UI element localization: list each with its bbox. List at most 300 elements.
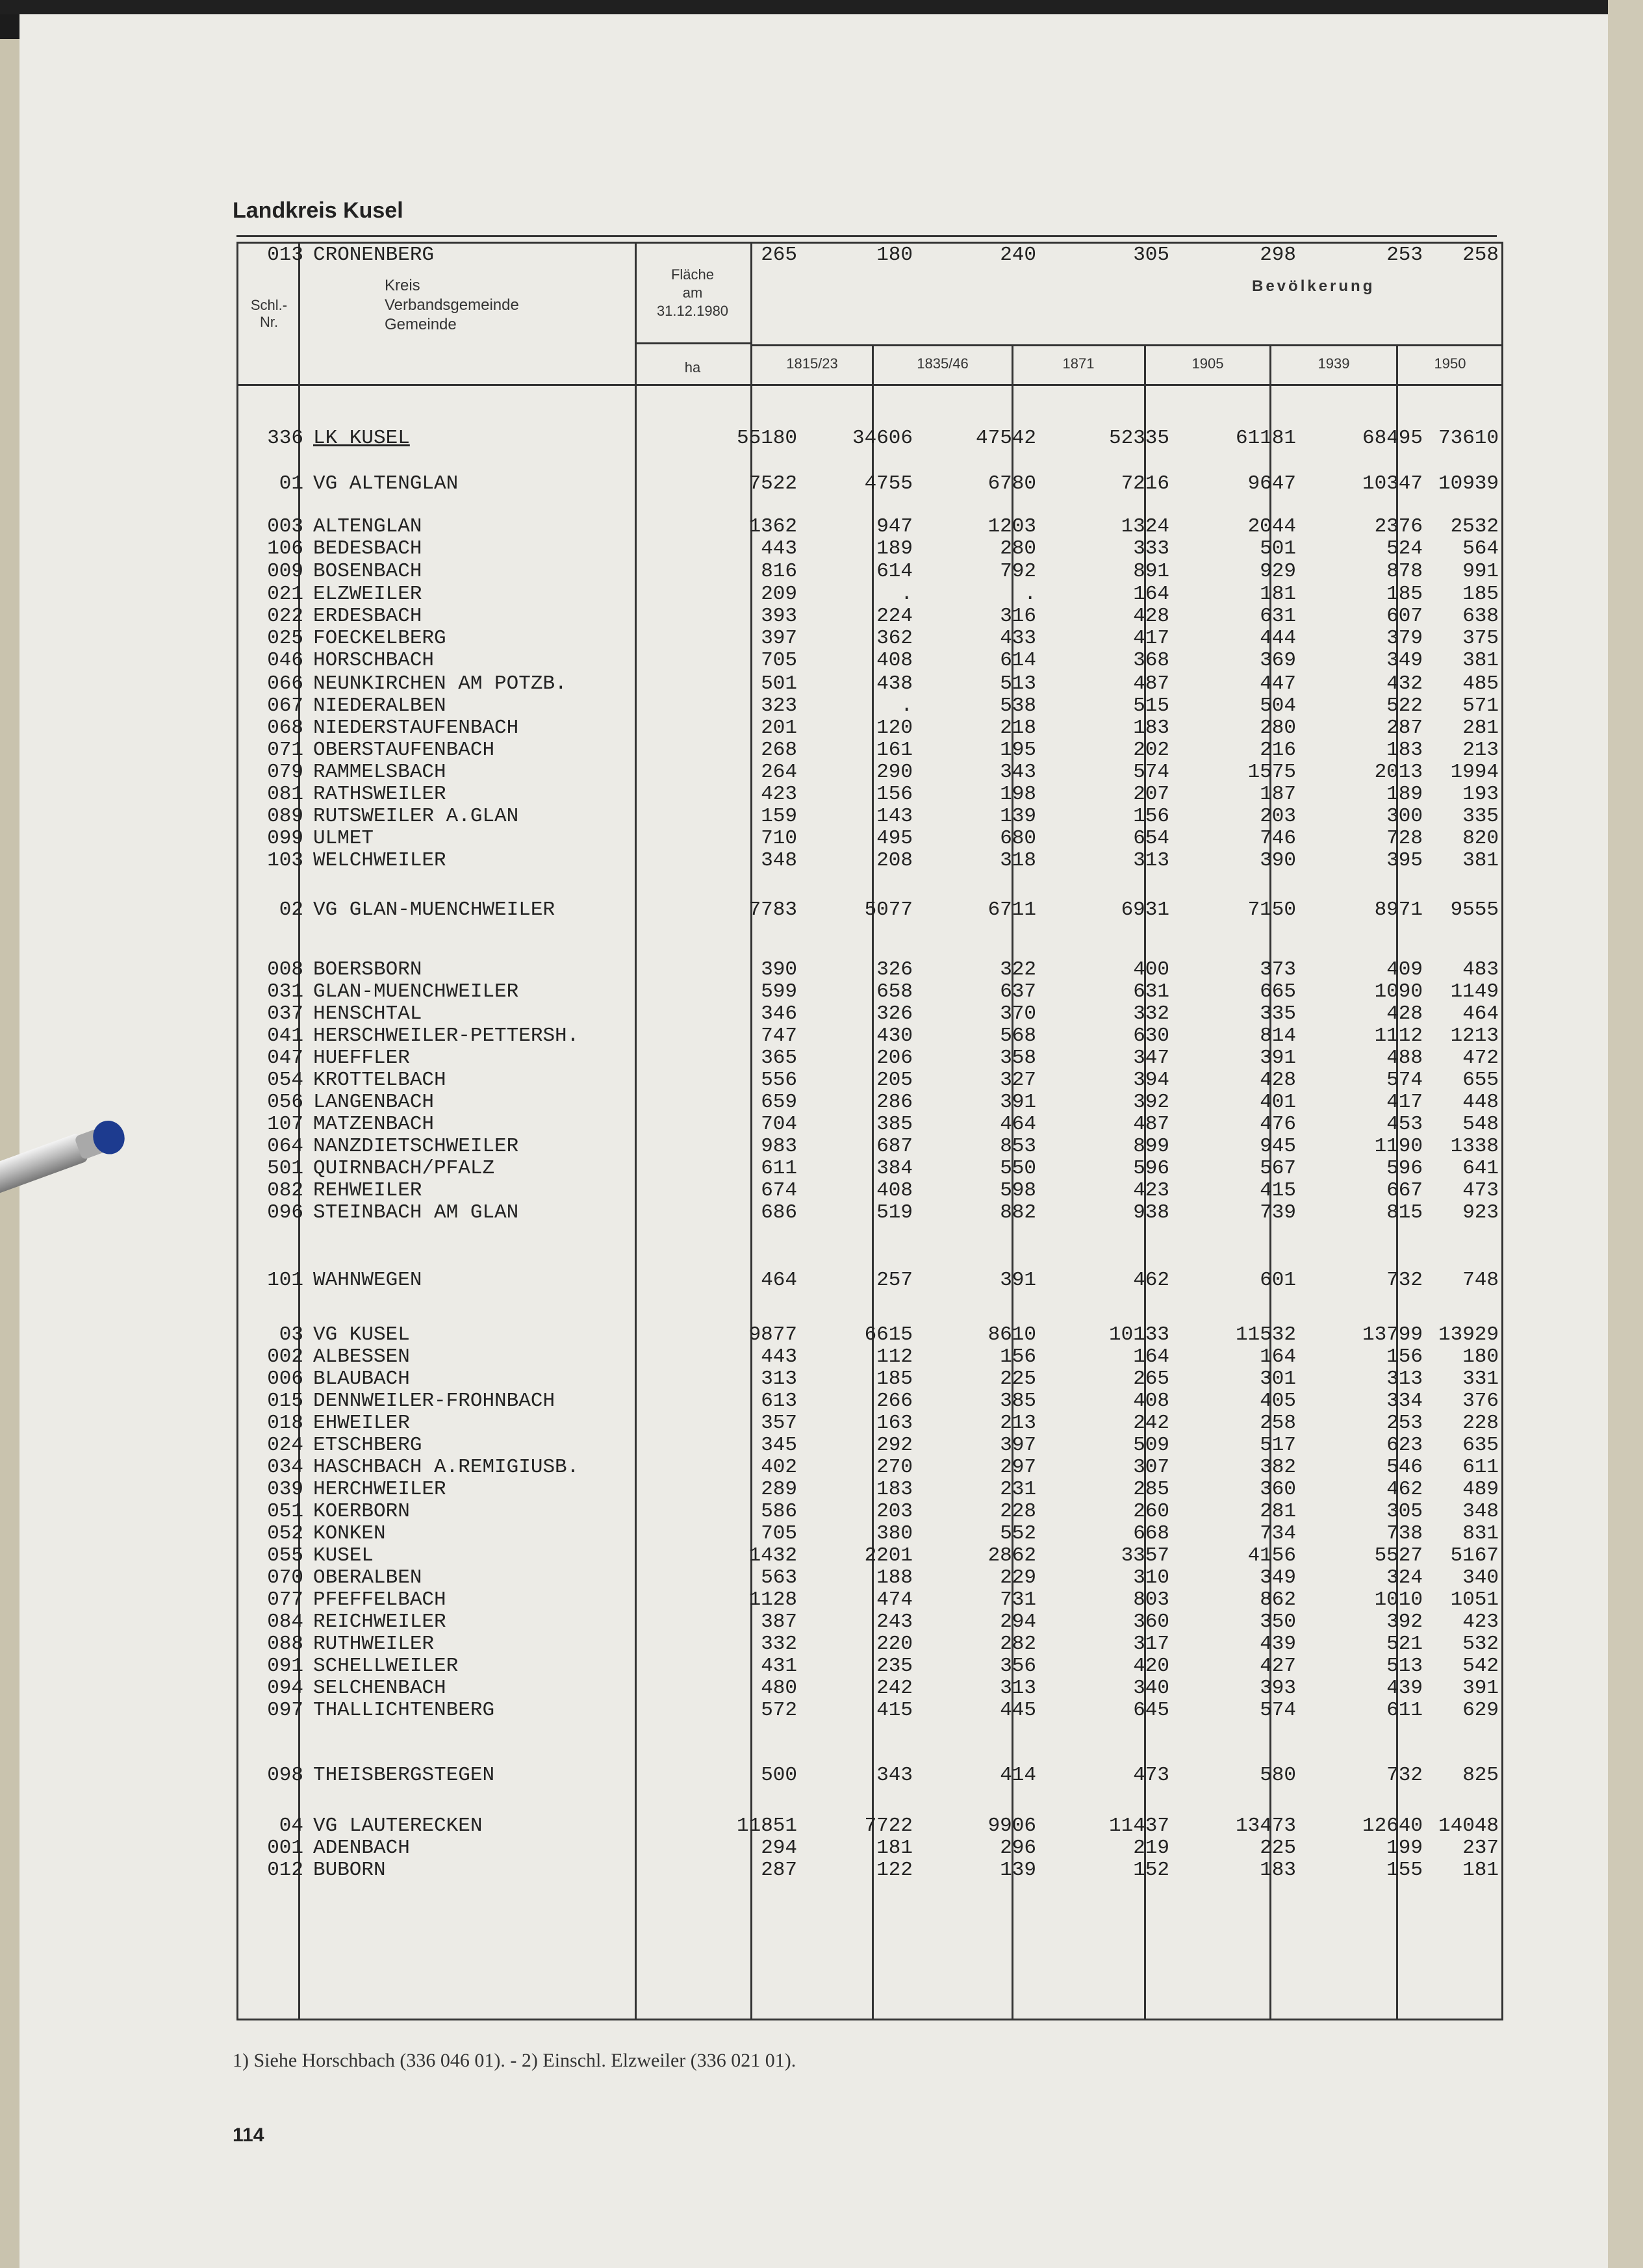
row-population-1835-46: 282 xyxy=(1000,1633,1036,1655)
row-area-ha: 402 xyxy=(761,1456,797,1479)
row-population-1950: 831 xyxy=(1462,1522,1499,1545)
row-population-1871: 668 xyxy=(1133,1522,1169,1545)
row-name: RATHSWEILER xyxy=(313,783,446,806)
row-population-1835-46: 2862 xyxy=(987,1544,1036,1567)
row-population-1905: 415 xyxy=(1260,1179,1296,1202)
row-population-1950: 489 xyxy=(1462,1478,1499,1501)
row-population-1815-23: 5077 xyxy=(864,898,913,921)
row-name: THEISBERGSTEGEN xyxy=(313,1764,495,1787)
row-population-1939: 253 xyxy=(1386,1412,1423,1434)
row-population-1835-46: 139 xyxy=(1000,1859,1036,1881)
row-population-1939: 253 xyxy=(1386,244,1423,266)
row-population-1939: 313 xyxy=(1386,1368,1423,1390)
row-population-1871: 313 xyxy=(1133,849,1169,872)
row-population-1835-46: 294 xyxy=(1000,1611,1036,1633)
row-population-1905: 390 xyxy=(1260,849,1296,872)
row-population-1835-46: 370 xyxy=(1000,1002,1036,1025)
gemeinde-row xyxy=(238,694,1505,718)
gemeinde-row xyxy=(238,783,1505,806)
row-population-1815-23: 380 xyxy=(876,1522,913,1545)
row-population-1835-46: 195 xyxy=(1000,739,1036,761)
row-code: 03 xyxy=(279,1323,303,1346)
page-title: Landkreis Kusel xyxy=(233,198,403,223)
row-population-1815-23: 947 xyxy=(876,515,913,538)
row-population-1871: 423 xyxy=(1133,1179,1169,1202)
landkreis-row xyxy=(238,427,1505,450)
row-area-ha: 346 xyxy=(761,1002,797,1025)
row-code: 070 xyxy=(267,1566,303,1589)
row-code: 008 xyxy=(267,958,303,981)
row-population-1939: 199 xyxy=(1386,1837,1423,1859)
row-population-1835-46: 614 xyxy=(1000,649,1036,672)
header-divider xyxy=(750,344,1503,346)
gemeinde-row xyxy=(238,1069,1505,1092)
row-population-1905: 225 xyxy=(1260,1837,1296,1859)
row-code: 056 xyxy=(267,1091,303,1114)
row-name: MATZENBACH xyxy=(313,1113,435,1136)
row-population-1815-23: 474 xyxy=(876,1588,913,1611)
row-population-1871: 340 xyxy=(1133,1677,1169,1700)
row-population-1871: 10133 xyxy=(1108,1323,1169,1346)
gemeinde-row xyxy=(238,1113,1505,1136)
row-population-1871: 307 xyxy=(1133,1456,1169,1479)
header-kreis-label: Kreis xyxy=(385,277,420,294)
row-population-1815-23: 519 xyxy=(876,1201,913,1224)
row-area-ha: 423 xyxy=(761,783,797,806)
row-population-1950: 641 xyxy=(1462,1157,1499,1180)
row-code: 024 xyxy=(267,1434,303,1457)
row-population-1871: 360 xyxy=(1133,1611,1169,1633)
row-area-ha: 464 xyxy=(761,1269,797,1292)
row-area-ha: 599 xyxy=(761,980,797,1003)
row-population-1835-46: 231 xyxy=(1000,1478,1036,1501)
row-population-1815-23: 687 xyxy=(876,1135,913,1158)
row-population-1939: 878 xyxy=(1386,560,1423,583)
row-name: ELZWEILER xyxy=(313,583,422,605)
row-population-1950: 464 xyxy=(1462,1002,1499,1025)
row-population-1835-46: 296 xyxy=(1000,1837,1036,1859)
row-population-1905: 574 xyxy=(1260,1699,1296,1722)
row-area-ha: 659 xyxy=(761,1091,797,1114)
row-code: 091 xyxy=(267,1655,303,1677)
row-population-1815-23: 292 xyxy=(876,1434,913,1457)
row-population-1905: 369 xyxy=(1260,649,1296,672)
row-population-1950: 376 xyxy=(1462,1390,1499,1412)
row-code: 018 xyxy=(267,1412,303,1434)
row-population-1905: 580 xyxy=(1260,1764,1296,1787)
row-population-1835-46: 637 xyxy=(1000,980,1036,1003)
row-population-1950: 564 xyxy=(1462,537,1499,560)
row-population-1815-23: 203 xyxy=(876,1500,913,1523)
row-population-1950: 281 xyxy=(1462,717,1499,739)
row-name: KONKEN xyxy=(313,1522,386,1545)
row-population-1950: 820 xyxy=(1462,827,1499,850)
row-code: 099 xyxy=(267,827,303,850)
row-population-1950: 9555 xyxy=(1450,898,1499,921)
row-code: 088 xyxy=(267,1633,303,1655)
row-population-1950: 542 xyxy=(1462,1655,1499,1677)
row-population-1835-46: 198 xyxy=(1000,783,1036,806)
row-name: HUEFFLER xyxy=(313,1047,410,1069)
row-population-1835-46: 598 xyxy=(1000,1179,1036,1202)
row-population-1939: 732 xyxy=(1386,1764,1423,1787)
row-population-1939: 300 xyxy=(1386,805,1423,828)
row-name: KUSEL xyxy=(313,1544,374,1567)
row-area-ha: 332 xyxy=(761,1633,797,1655)
row-code: 066 xyxy=(267,672,303,695)
row-population-1950: 237 xyxy=(1462,1837,1499,1859)
row-population-1871: 156 xyxy=(1133,805,1169,828)
row-code: 046 xyxy=(267,649,303,672)
row-population-1815-23: 206 xyxy=(876,1047,913,1069)
row-population-1815-23: 343 xyxy=(876,1764,913,1787)
row-area-ha: 501 xyxy=(761,672,797,695)
row-area-ha: 443 xyxy=(761,537,797,560)
row-population-1835-46: 1203 xyxy=(987,515,1036,538)
row-population-1871: 596 xyxy=(1133,1157,1169,1180)
row-population-1835-46: 391 xyxy=(1000,1091,1036,1114)
row-area-ha: 294 xyxy=(761,1837,797,1859)
row-population-1815-23: 4755 xyxy=(864,472,913,495)
row-area-ha: 264 xyxy=(761,761,797,784)
row-population-1950: 381 xyxy=(1462,849,1499,872)
row-population-1815-23: 143 xyxy=(876,805,913,828)
row-population-1815-23: 266 xyxy=(876,1390,913,1412)
row-population-1815-23: 286 xyxy=(876,1091,913,1114)
row-population-1939: 2376 xyxy=(1374,515,1423,538)
row-name: FOECKELBERG xyxy=(313,627,446,650)
row-code: 02 xyxy=(279,898,303,921)
row-population-1939: 185 xyxy=(1386,583,1423,605)
gemeinde-row xyxy=(238,1655,1505,1678)
row-population-1939: 513 xyxy=(1386,1655,1423,1677)
row-population-1939: 524 xyxy=(1386,537,1423,560)
row-population-1939: 392 xyxy=(1386,1611,1423,1633)
gemeinde-row xyxy=(238,649,1505,672)
row-population-1905: 439 xyxy=(1260,1633,1296,1655)
row-code: 037 xyxy=(267,1002,303,1025)
row-name: RUTSWEILER A.GLAN xyxy=(313,805,519,828)
row-population-1939: 522 xyxy=(1386,694,1423,717)
row-population-1835-46: 313 xyxy=(1000,1677,1036,1700)
row-area-ha: 1128 xyxy=(748,1588,797,1611)
row-name: ALBESSEN xyxy=(313,1345,410,1368)
row-population-1871: 152 xyxy=(1133,1859,1169,1881)
row-area-ha: 393 xyxy=(761,605,797,628)
header-year: 1939 xyxy=(1318,355,1350,372)
row-population-1939: 189 xyxy=(1386,783,1423,806)
row-population-1939: 417 xyxy=(1386,1091,1423,1114)
row-population-1815-23: 242 xyxy=(876,1677,913,1700)
row-name: SCHELLWEILER xyxy=(313,1655,459,1677)
row-population-1939: 2013 xyxy=(1374,761,1423,784)
row-population-1815-23: 495 xyxy=(876,827,913,850)
row-population-1939: 287 xyxy=(1386,717,1423,739)
page-number: 114 xyxy=(233,2124,264,2146)
row-population-1950: 825 xyxy=(1462,1764,1499,1787)
row-population-1835-46: 538 xyxy=(1000,694,1036,717)
row-population-1815-23: 257 xyxy=(876,1269,913,1292)
row-population-1835-46: 6780 xyxy=(987,472,1036,495)
gemeinde-row xyxy=(238,1412,1505,1435)
row-name: HENSCHTAL xyxy=(313,1002,422,1025)
row-area-ha: 431 xyxy=(761,1655,797,1677)
row-population-1871: 515 xyxy=(1133,694,1169,717)
row-population-1950: 258 xyxy=(1462,244,1499,266)
row-population-1905: 281 xyxy=(1260,1500,1296,1523)
row-area-ha: 345 xyxy=(761,1434,797,1457)
row-code: 012 xyxy=(267,1859,303,1881)
row-population-1950: 1051 xyxy=(1450,1588,1499,1611)
row-population-1835-46: 8610 xyxy=(987,1323,1036,1346)
row-population-1905: 501 xyxy=(1260,537,1296,560)
row-code: 101 xyxy=(267,1269,303,1292)
row-population-1950: 213 xyxy=(1462,739,1499,761)
row-name: RAMMELSBACH xyxy=(313,761,446,784)
row-area-ha: 710 xyxy=(761,827,797,850)
gemeinde-row xyxy=(238,244,1505,267)
row-area-ha: 500 xyxy=(761,1764,797,1787)
row-area-ha: 704 xyxy=(761,1113,797,1136)
row-population-1905: 428 xyxy=(1260,1069,1296,1091)
row-population-1905: 601 xyxy=(1260,1269,1296,1292)
row-name: ADENBACH xyxy=(313,1837,410,1859)
row-population-1815-23: 156 xyxy=(876,783,913,806)
row-population-1835-46: 297 xyxy=(1000,1456,1036,1479)
row-population-1835-46: 225 xyxy=(1000,1368,1036,1390)
row-population-1905: 349 xyxy=(1260,1566,1296,1589)
header-schl: Schl.- Nr. xyxy=(250,297,288,330)
gemeinde-row xyxy=(238,1434,1505,1457)
row-area-ha: 443 xyxy=(761,1345,797,1368)
gemeinde-row xyxy=(238,1157,1505,1180)
row-population-1871: 645 xyxy=(1133,1699,1169,1722)
row-population-1815-23: 181 xyxy=(876,1837,913,1859)
row-population-1939: 738 xyxy=(1386,1522,1423,1545)
row-population-1871: 260 xyxy=(1133,1500,1169,1523)
row-area-ha: 11851 xyxy=(736,1815,797,1837)
row-population-1871: 183 xyxy=(1133,717,1169,739)
row-population-1815-23: 326 xyxy=(876,958,913,981)
gemeinde-row xyxy=(238,1345,1505,1369)
row-population-1939: 521 xyxy=(1386,1633,1423,1655)
row-population-1939: 305 xyxy=(1386,1500,1423,1523)
header-kreis xyxy=(385,276,519,335)
row-area-ha: 586 xyxy=(761,1500,797,1523)
row-name: BLAUBACH xyxy=(313,1368,410,1390)
row-population-1815-23: 7722 xyxy=(864,1815,913,1837)
row-population-1835-46: 218 xyxy=(1000,717,1036,739)
row-population-1950: 473 xyxy=(1462,1179,1499,1202)
row-population-1871: 574 xyxy=(1133,761,1169,784)
row-population-1939: 611 xyxy=(1386,1699,1423,1722)
row-code: 013 xyxy=(267,244,303,266)
row-population-1950: 335 xyxy=(1462,805,1499,828)
row-population-1835-46: 680 xyxy=(1000,827,1036,850)
header-year: 1950 xyxy=(1434,355,1466,372)
row-population-1905: 187 xyxy=(1260,783,1296,806)
row-population-1939: 10347 xyxy=(1362,472,1423,495)
row-area-ha: 348 xyxy=(761,849,797,872)
row-population-1871: 400 xyxy=(1133,958,1169,981)
row-population-1835-46: 414 xyxy=(1000,1764,1036,1787)
row-population-1905: 447 xyxy=(1260,672,1296,695)
row-population-1905: 298 xyxy=(1260,244,1296,266)
gemeinde-row xyxy=(238,627,1505,650)
row-name: ALTENGLAN xyxy=(313,515,422,538)
row-population-1871: 803 xyxy=(1133,1588,1169,1611)
row-code: 04 xyxy=(279,1815,303,1837)
row-population-1939: 156 xyxy=(1386,1345,1423,1368)
row-population-1835-46: 6711 xyxy=(987,898,1036,921)
header-unit-ha: ha xyxy=(684,359,701,376)
row-population-1939: 349 xyxy=(1386,649,1423,672)
row-population-1950: 1994 xyxy=(1450,761,1499,784)
row-population-1950: 611 xyxy=(1462,1456,1499,1479)
gemeinde-row xyxy=(238,1633,1505,1656)
row-population-1871: 3357 xyxy=(1121,1544,1169,1567)
row-population-1939: 432 xyxy=(1386,672,1423,695)
row-name: BUBORN xyxy=(313,1859,386,1881)
row-population-1905: 258 xyxy=(1260,1412,1296,1434)
gemeinde-row xyxy=(238,1859,1505,1882)
row-population-1815-23: 188 xyxy=(876,1566,913,1589)
row-population-1950: 472 xyxy=(1462,1047,1499,1069)
row-population-1905: 203 xyxy=(1260,805,1296,828)
row-area-ha: 480 xyxy=(761,1677,797,1700)
row-code: 097 xyxy=(267,1699,303,1722)
row-population-1950: 1149 xyxy=(1450,980,1499,1003)
row-population-1835-46: 385 xyxy=(1000,1390,1036,1412)
gemeinde-row xyxy=(238,1201,1505,1225)
row-population-1950: 228 xyxy=(1462,1412,1499,1434)
row-population-1905: 1575 xyxy=(1247,761,1296,784)
row-code: 01 xyxy=(279,472,303,495)
row-code: 067 xyxy=(267,694,303,717)
row-population-1939: 13799 xyxy=(1362,1323,1423,1346)
row-population-1815-23: 270 xyxy=(876,1456,913,1479)
header-divider xyxy=(635,342,750,344)
row-population-1835-46: 552 xyxy=(1000,1522,1036,1545)
row-population-1835-46: 213 xyxy=(1000,1412,1036,1434)
row-population-1815-23: 34606 xyxy=(852,427,913,450)
row-population-1815-23: 658 xyxy=(876,980,913,1003)
row-population-1815-23: 362 xyxy=(876,627,913,650)
row-population-1835-46: 464 xyxy=(1000,1113,1036,1136)
row-code: 096 xyxy=(267,1201,303,1224)
row-population-1905: 393 xyxy=(1260,1677,1296,1700)
row-population-1905: 280 xyxy=(1260,717,1296,739)
row-name: ULMET xyxy=(313,827,374,850)
gemeinde-row xyxy=(238,1025,1505,1048)
row-population-1905: 405 xyxy=(1260,1390,1296,1412)
row-population-1835-46: 513 xyxy=(1000,672,1036,695)
row-code: 106 xyxy=(267,537,303,560)
row-population-1905: 360 xyxy=(1260,1478,1296,1501)
row-code: 082 xyxy=(267,1179,303,1202)
row-population-1871: 487 xyxy=(1133,1113,1169,1136)
row-population-1939: 462 xyxy=(1386,1478,1423,1501)
row-population-1950: 571 xyxy=(1462,694,1499,717)
row-population-1815-23: 385 xyxy=(876,1113,913,1136)
row-code: 054 xyxy=(267,1069,303,1091)
gemeinde-row xyxy=(238,1478,1505,1501)
row-population-1950: 2532 xyxy=(1450,515,1499,538)
row-name: OBERSTAUFENBACH xyxy=(313,739,495,761)
row-code: 039 xyxy=(267,1478,303,1501)
row-population-1905: 739 xyxy=(1260,1201,1296,1224)
row-population-1871: 305 xyxy=(1133,244,1169,266)
row-population-1815-23: 290 xyxy=(876,761,913,784)
gemeinde-row xyxy=(238,958,1505,982)
row-code: 025 xyxy=(267,627,303,650)
row-population-1871: 631 xyxy=(1133,980,1169,1003)
row-population-1871: 408 xyxy=(1133,1390,1169,1412)
row-name: HERSCHWEILER-PETTERSH. xyxy=(313,1025,580,1047)
header-year: 1835/46 xyxy=(917,355,969,372)
row-population-1835-46: 445 xyxy=(1000,1699,1036,1722)
gemeinde-row xyxy=(238,761,1505,784)
row-population-1939: 439 xyxy=(1386,1677,1423,1700)
row-population-1815-23: 180 xyxy=(876,244,913,266)
row-name: HERCHWEILER xyxy=(313,1478,446,1501)
gemeinde-row xyxy=(238,583,1505,606)
header-year: 1871 xyxy=(1062,355,1095,372)
row-population-1905: 4156 xyxy=(1247,1544,1296,1567)
row-area-ha: 55180 xyxy=(736,427,797,450)
row-population-1939: 428 xyxy=(1386,1002,1423,1025)
row-population-1835-46: 156 xyxy=(1000,1345,1036,1368)
row-population-1905: 11532 xyxy=(1235,1323,1296,1346)
row-code: 055 xyxy=(267,1544,303,1567)
header-year: 1815/23 xyxy=(786,355,838,372)
row-population-1939: 334 xyxy=(1386,1390,1423,1412)
row-population-1905: 401 xyxy=(1260,1091,1296,1114)
gemeinde-row xyxy=(238,560,1505,583)
row-code: 084 xyxy=(267,1611,303,1633)
row-population-1835-46: 882 xyxy=(1000,1201,1036,1224)
row-area-ha: 705 xyxy=(761,649,797,672)
row-population-1950: 1213 xyxy=(1450,1025,1499,1047)
gemeinde-row xyxy=(238,1764,1505,1787)
row-population-1871: 242 xyxy=(1133,1412,1169,1434)
row-population-1815-23: 208 xyxy=(876,849,913,872)
row-name: ERDESBACH xyxy=(313,605,422,628)
row-population-1950: 193 xyxy=(1462,783,1499,806)
row-population-1815-23: 183 xyxy=(876,1478,913,1501)
row-population-1905: 181 xyxy=(1260,583,1296,605)
row-population-1871: 7216 xyxy=(1121,472,1169,495)
row-population-1950: 991 xyxy=(1462,560,1499,583)
row-population-1950: 923 xyxy=(1462,1201,1499,1224)
row-population-1950: 629 xyxy=(1462,1699,1499,1722)
gemeinde-row xyxy=(238,1588,1505,1612)
row-population-1871: 420 xyxy=(1133,1655,1169,1677)
row-population-1950: 180 xyxy=(1462,1345,1499,1368)
row-population-1835-46: 228 xyxy=(1000,1500,1036,1523)
row-population-1950: 10939 xyxy=(1438,472,1499,495)
row-population-1939: 815 xyxy=(1386,1201,1423,1224)
row-area-ha: 572 xyxy=(761,1699,797,1722)
row-code: 094 xyxy=(267,1677,303,1700)
row-population-1905: 746 xyxy=(1260,827,1296,850)
gemeinde-row xyxy=(238,1047,1505,1070)
row-area-ha: 7522 xyxy=(748,472,797,495)
row-population-1939: 379 xyxy=(1386,627,1423,650)
row-population-1905: 929 xyxy=(1260,560,1296,583)
row-population-1871: 219 xyxy=(1133,1837,1169,1859)
row-area-ha: 1432 xyxy=(748,1544,797,1567)
